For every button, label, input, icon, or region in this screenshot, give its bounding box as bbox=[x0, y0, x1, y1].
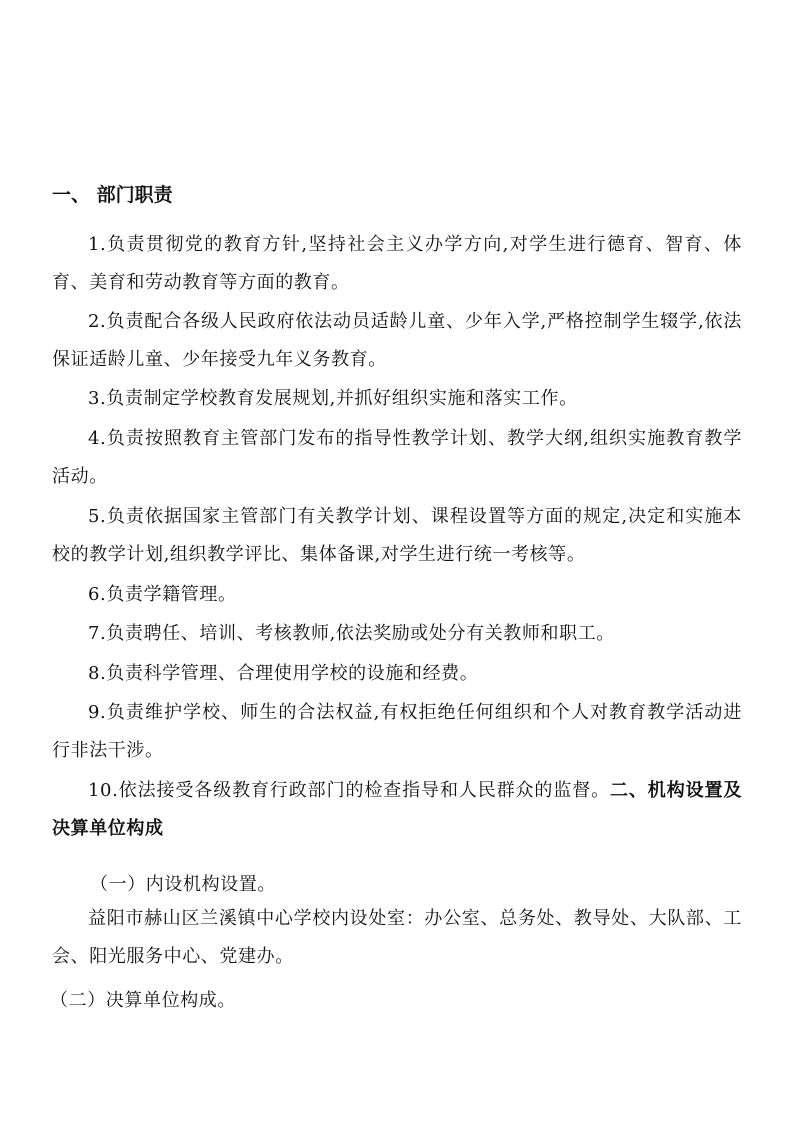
duty-item-10: 10.依法接受各级教育行政部门的检查指导和人民群众的监督。 bbox=[88, 780, 611, 801]
duty-item-5: 5.负责依据国家主管部门有关教学计划、课程设置等方面的规定,决定和实施本校的教学计划,组织教学评比、集体备课,对学生进行统一考核等。 bbox=[52, 506, 742, 565]
duty-item-1: 1.负责贯彻党的教育方针,坚持社会主义办学方向,对学生进行德育、智育、体育、美育和劳动教育等方面的教育。 bbox=[52, 234, 742, 293]
duty-item-10-with-section-two-heading bbox=[52, 772, 742, 848]
duty-item-3: 3.负责制定学校教育发展规划,并抓好组织实施和落实工作。 bbox=[88, 388, 578, 409]
duty-item-8: 8.负责科学管理、合理使用学校的设施和经费。 bbox=[88, 663, 479, 684]
duty-item-7: 7.负责聘任、培训、考核教师,依法奖励或处分有关教师和职工。 bbox=[88, 623, 615, 644]
duty-item-6: 6.负责学籍管理。 bbox=[88, 584, 237, 605]
section-heading-duties: 一、 部门职责 bbox=[52, 184, 173, 206]
duty-item-9: 9.负责维护学校、师生的合法权益,有权拒绝任何组织和个人对教育教学活动进行非法干涉。 bbox=[52, 702, 742, 761]
subsection-internal-structure: （一）内设机构设置。 bbox=[90, 874, 276, 895]
duty-item-4: 4.负责按照教育主管部门发布的指导性教学计划、教学大纲,组织实施教育教学活动。 bbox=[52, 428, 742, 487]
subsection-final-accounts-units: （二）决算单位构成。 bbox=[50, 990, 236, 1011]
section-heading-structure: 二、机构设置及决算单位构成 bbox=[52, 780, 742, 839]
duty-item-2: 2.负责配合各级人民政府依法动员适龄儿童、少年入学,严格控制学生辍学,依法保证适龄儿童、少年接受九年义务教育。 bbox=[52, 311, 742, 370]
internal-departments-text: 益阳市赫山区兰溪镇中心学校内设处室：办公室、总务处、教导处、大队部、工会、阳光服务中心、党建办。 bbox=[52, 908, 742, 967]
